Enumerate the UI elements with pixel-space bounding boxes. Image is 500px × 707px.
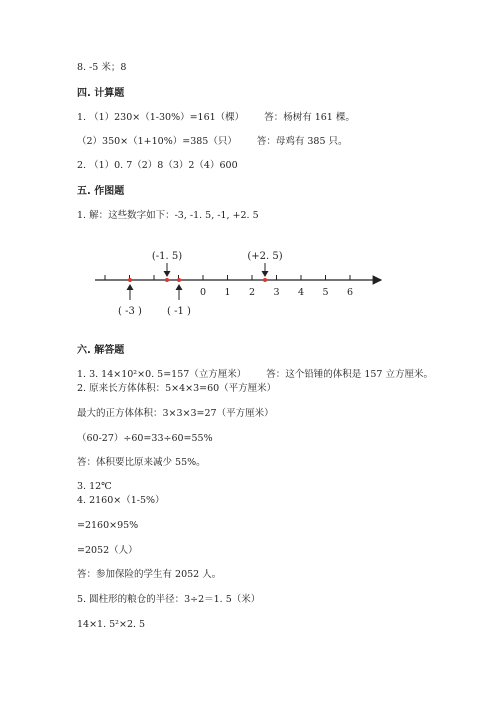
point-minus-1-5	[165, 278, 169, 282]
answer-line-solution-2: 2. 原来长方体体积：5×4×3=60（平方厘米）	[77, 383, 277, 394]
answer-line-solution-9: =2052（人）	[77, 545, 138, 556]
calc-expression: （2）350×（1+10%）=385（只）	[77, 136, 237, 147]
section-heading-calculation: 四. 计算题	[77, 88, 125, 99]
number-line-tick-label: 6	[346, 287, 354, 298]
solution-answer: 答：这个铅锤的体积是 157 立方厘米。	[266, 369, 433, 380]
answer-line-solution-8: =2160×95%	[77, 520, 139, 531]
arrowhead-up-minus-1	[176, 284, 183, 290]
answer-line-solution-12: 14×1. 5²×2. 5	[77, 619, 146, 630]
answer-line-solution-1	[77, 369, 433, 381]
arrowhead-down-plus-2-5	[262, 271, 269, 277]
number-line-tick-label: 4	[297, 287, 305, 298]
answer-line-solution-6: 3. 12℃	[77, 481, 112, 492]
answer-line-solution-7: 4. 2160×（1-5%）	[77, 495, 165, 506]
solution-expression: 1. 3. 14×10²×0. 5=157（立方厘米）	[77, 369, 247, 380]
point-minus-3	[128, 278, 132, 282]
label-minus-3: ( -3 )	[118, 306, 142, 317]
number-line-ticks	[105, 275, 350, 280]
label-minus-1-5: (-1. 5)	[151, 251, 183, 262]
answer-line-item8: 8. -5 米；8	[77, 62, 127, 73]
answer-line-drawing-1: 1. 解：这些数字如下：-3, -1. 5, -1, +2. 5	[77, 210, 259, 221]
arrowhead-up-minus-3	[127, 284, 134, 290]
answer-line-solution-4: （60-27）÷60=33÷60=55%	[77, 433, 213, 444]
number-line-tick-label: 1	[224, 287, 231, 298]
point-minus-1	[177, 278, 181, 282]
label-minus-1: ( -1 )	[167, 306, 191, 317]
label-plus-2-5: (+2. 5)	[247, 251, 283, 262]
calc-expression: 1. （1）230×（1-30%）=161（棵）	[77, 112, 245, 123]
number-line-tick-label: 0	[199, 287, 207, 298]
answer-line-solution-5: 答：体积要比原来减少 55%。	[77, 457, 206, 468]
number-line-tick-label: 5	[322, 287, 329, 298]
point-plus-2-5	[263, 278, 267, 282]
section-heading-solutions: 六. 解答题	[77, 345, 125, 356]
number-line-tick-labels	[200, 287, 353, 298]
number-line-figure	[95, 242, 395, 322]
section-heading-drawing: 五. 作图题	[77, 186, 125, 197]
answer-line-calc-2	[77, 136, 348, 148]
answer-line-calc-1	[77, 112, 355, 124]
answer-line-solution-11: 5. 圆柱形的粮仓的半径：3÷2＝1. 5（米）	[77, 594, 261, 605]
answer-line-solution-10: 答：参加保险的学生有 2052 人。	[77, 569, 222, 580]
arrowhead-down-minus-1-5	[164, 271, 171, 277]
number-line-tick-label: 3	[273, 287, 280, 298]
answer-line-solution-3: 最大的正方体体积：3×3×3=27（平方厘米）	[77, 408, 274, 419]
number-line-tick-label: 2	[248, 287, 256, 298]
calc-answer: 答：杨树有 161 棵。	[264, 112, 355, 123]
calc-answer: 答：母鸡有 385 只。	[256, 136, 348, 147]
answer-line-calc-3: 2. （1）0. 7（2）8（3）2（4）600	[77, 160, 238, 171]
